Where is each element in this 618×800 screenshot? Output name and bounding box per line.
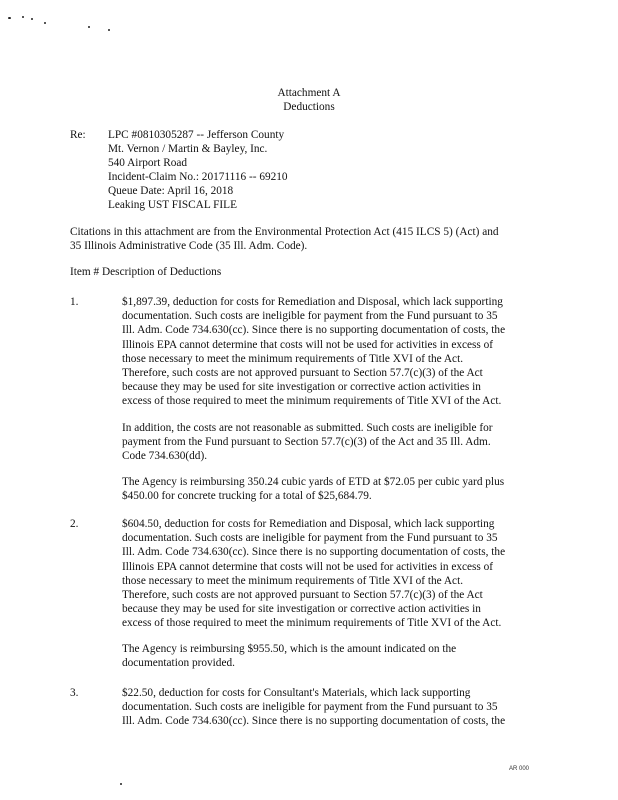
- text-line: Ill. Adm. Code 734.630(cc). Since there is no supporting documentation of costs, the: [122, 546, 506, 559]
- citations-line-1: Citations in this attachment are from the Environmental Protection Act (415 ILCS 5) (Act) and: [70, 226, 499, 238]
- text-line: documentation. Such costs are ineligible for payment from the Fund pursuant to 35: [122, 532, 498, 545]
- text-line: The Agency is reimbursing $955.50, which is the amount indicated on the: [122, 643, 457, 655]
- text-line: because they may be used for site investigation or corrective action activities in: [122, 381, 481, 394]
- item-1-paragraph-3: [122, 475, 542, 503]
- item-number: 3.: [70, 687, 79, 699]
- re-label: Re:: [70, 129, 86, 141]
- re-line-2: Mt. Vernon / Martin & Bayley, Inc.: [108, 143, 268, 155]
- item-number: 1.: [70, 296, 79, 308]
- text-line: documentation provided.: [122, 657, 235, 670]
- text-line: payment from the Fund pursuant to Section 57.7(c)(3) of the Act and 35 Ill. Adm.: [122, 436, 491, 449]
- text-line: $450.00 for concrete trucking for a total of $25,684.79.: [122, 490, 372, 503]
- text-line: Illinois EPA cannot determine that costs will not be used for activities in excess of: [122, 338, 494, 351]
- item-header: Item # Description of Deductions: [70, 266, 222, 278]
- item-3-paragraph-1: [122, 686, 542, 729]
- re-line-3: 540 Airport Road: [108, 157, 188, 169]
- re-line-1: LPC #0810305287 -- Jefferson County: [108, 129, 285, 141]
- text-line: $1,897.39, deduction for costs for Remediation and Disposal, which lack supporting: [122, 296, 503, 308]
- re-line-6: Leaking UST FISCAL FILE: [108, 199, 237, 211]
- text-line: those necessary to meet the minimum requirements of Title XVI of the Act.: [122, 574, 464, 587]
- text-line: In addition, the costs are not reasonable as submitted. Such costs are ineligible for: [122, 422, 493, 434]
- text-line: Therefore, such costs are not approved pursuant to Section 57.7(c)(3) of the Act: [122, 589, 483, 602]
- item-number: 2.: [70, 518, 79, 530]
- bates-stamp: AR 000: [509, 766, 530, 772]
- item-2-paragraph-2: [122, 642, 542, 670]
- item-1-paragraph-2: [122, 421, 542, 464]
- text-line: Illinois EPA cannot determine that costs will not be used for activities in excess of: [122, 560, 494, 573]
- text-line: The Agency is reimbursing 350.24 cubic yards of ETD at $72.05 per cubic yard plus: [122, 476, 505, 488]
- text-line: those necessary to meet the minimum requirements of Title XVI of the Act.: [122, 352, 464, 365]
- citations-line-2: 35 Illinois Administrative Code (35 Ill. Adm. Code).: [70, 240, 308, 252]
- text-line: Therefore, such costs are not approved pursuant to Section 57.7(c)(3) of the Act: [122, 367, 483, 380]
- re-line-4: Incident-Claim No.: 20171116 -- 69210: [108, 171, 288, 183]
- item-2-paragraph-1: [122, 517, 542, 631]
- text-line: documentation. Such costs are ineligible for payment from the Fund pursuant to 35: [122, 310, 498, 323]
- text-line: documentation. Such costs are ineligible for payment from the Fund pursuant to 35: [122, 701, 498, 714]
- text-line: Ill. Adm. Code 734.630(cc). Since there is no supporting documentation of costs, the: [122, 715, 506, 728]
- attachment-subtitle: Deductions: [283, 101, 335, 113]
- attachment-title: Attachment A: [277, 87, 341, 99]
- text-line: because they may be used for site investigation or corrective action activities in: [122, 603, 481, 616]
- text-line: excess of those required to meet the minimum requirements of Title XVI of the Act.: [122, 395, 502, 408]
- text-line: Ill. Adm. Code 734.630(cc). Since there is no supporting documentation of costs, the: [122, 324, 506, 337]
- re-line-5: Queue Date: April 16, 2018: [108, 185, 234, 197]
- text-line: $604.50, deduction for costs for Remediation and Disposal, which lack supporting: [122, 518, 495, 530]
- text-line: Code 734.630(dd).: [122, 450, 208, 463]
- item-1-paragraph-1: [122, 295, 542, 409]
- text-line: excess of those required to meet the minimum requirements of Title XVI of the Act.: [122, 617, 502, 630]
- text-line: $22.50, deduction for costs for Consultant's Materials, which lack supporting: [122, 687, 471, 699]
